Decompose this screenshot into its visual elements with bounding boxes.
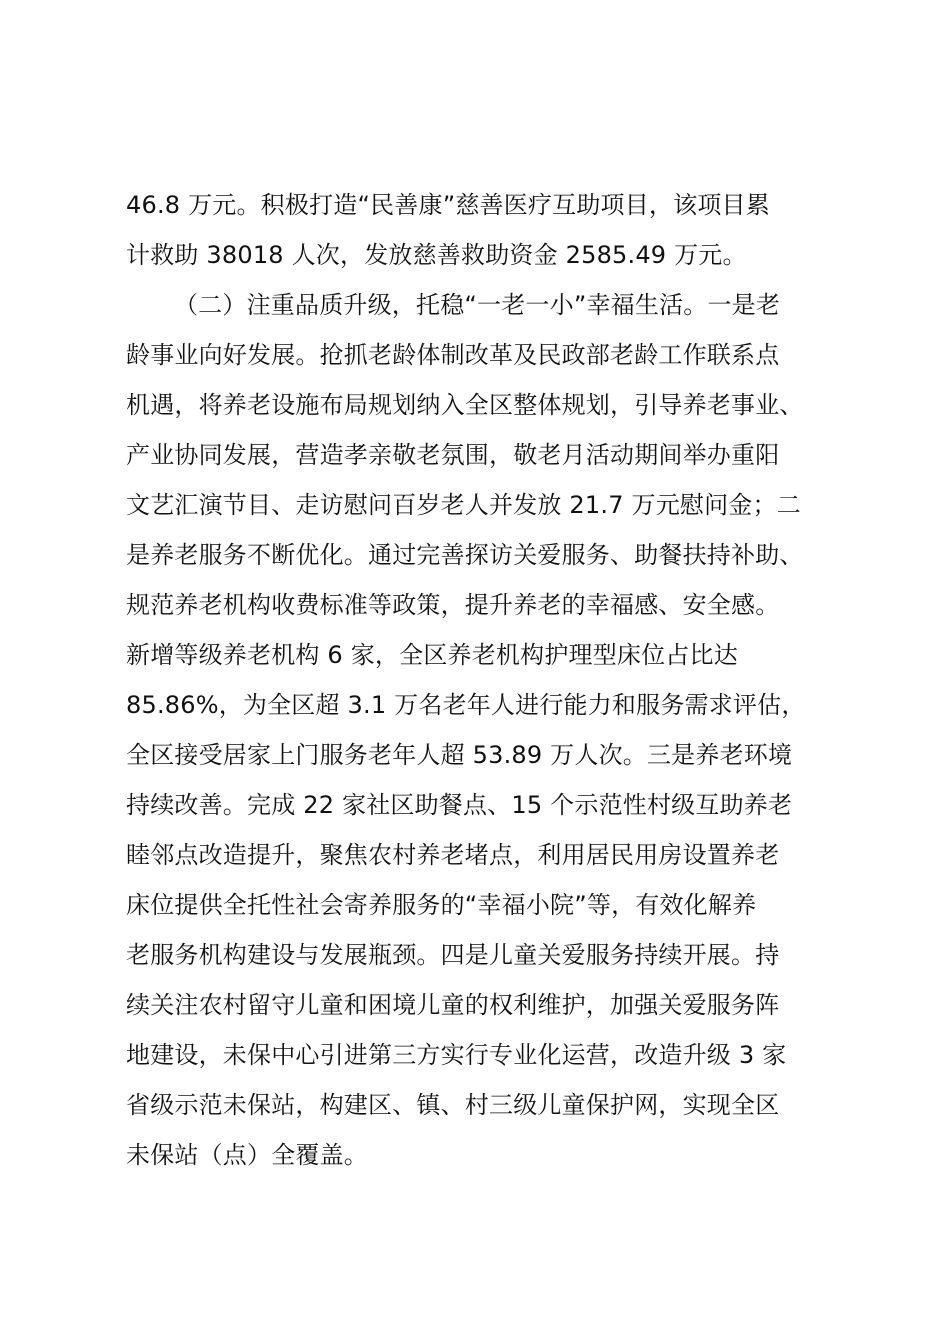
text-line-9: 规范养老机构收费标准等政策，提升养老的幸福感、安全感。: [126, 591, 780, 619]
text-line-20: 未保站（点）全覆盖。: [126, 1141, 368, 1169]
text-line-14: 睦邻点改造提升，聚焦农村养老堵点，利用居民用房设置养老: [126, 841, 780, 869]
text-line-7: 文艺汇演节目、走访慰问百岁老人并发放 21.7 万元慰问金；二: [126, 491, 801, 519]
text-line-18: 地建设，未保中心引进第三方实行专业化运营，改造升级 3 家: [126, 1041, 787, 1069]
text-line-15: 床位提供全托性社会寄养服务的“幸福小院”等，有效化解养: [126, 891, 757, 919]
text-line-2: 计救助 38018 人次，发放慈善救助资金 2585.49 万元。: [126, 241, 747, 269]
text-line-1: 46.8 万元。积极打造“民善康”慈善医疗互助项目，该项目累: [126, 191, 770, 219]
text-line-11: 85.86%，为全区超 3.1 万名老年人进行能力和服务需求评估，: [126, 691, 806, 719]
text-line-10: 新增等级养老机构 6 家，全区养老机构护理型床位占比达: [126, 641, 738, 669]
text-line-13: 持续改善。完成 22 家社区助餐点、15 个示范性村级互助养老: [126, 791, 793, 819]
text-line-3: （二）注重品质升级，托稳“一老一小”幸福生活。一是老: [174, 291, 781, 319]
text-line-17: 续关注农村留守儿童和困境儿童的权利维护，加强关爱服务阵: [126, 991, 780, 1019]
text-line-12: 全区接受居家上门服务老年人超 53.89 万人次。三是养老环境: [126, 741, 793, 769]
text-line-8: 是养老服务不断优化。通过完善探访关爱服务、助餐扶持补助、: [126, 541, 804, 569]
text-line-19: 省级示范未保站，构建区、镇、村三级儿童保护网，实现全区: [126, 1091, 780, 1119]
text-line-5: 机遇，将养老设施布局规划纳入全区整体规划，引导养老事业、: [126, 391, 804, 419]
text-line-16: 老服务机构建设与发展瓶颈。四是儿童关爱服务持续开展。持: [126, 941, 780, 969]
text-line-4: 龄事业向好发展。抢抓老龄体制改革及民政部老龄工作联系点: [126, 341, 780, 369]
text-line-6: 产业协同发展，营造孝亲敬老氛围，敬老月活动期间举办重阳: [126, 441, 780, 469]
